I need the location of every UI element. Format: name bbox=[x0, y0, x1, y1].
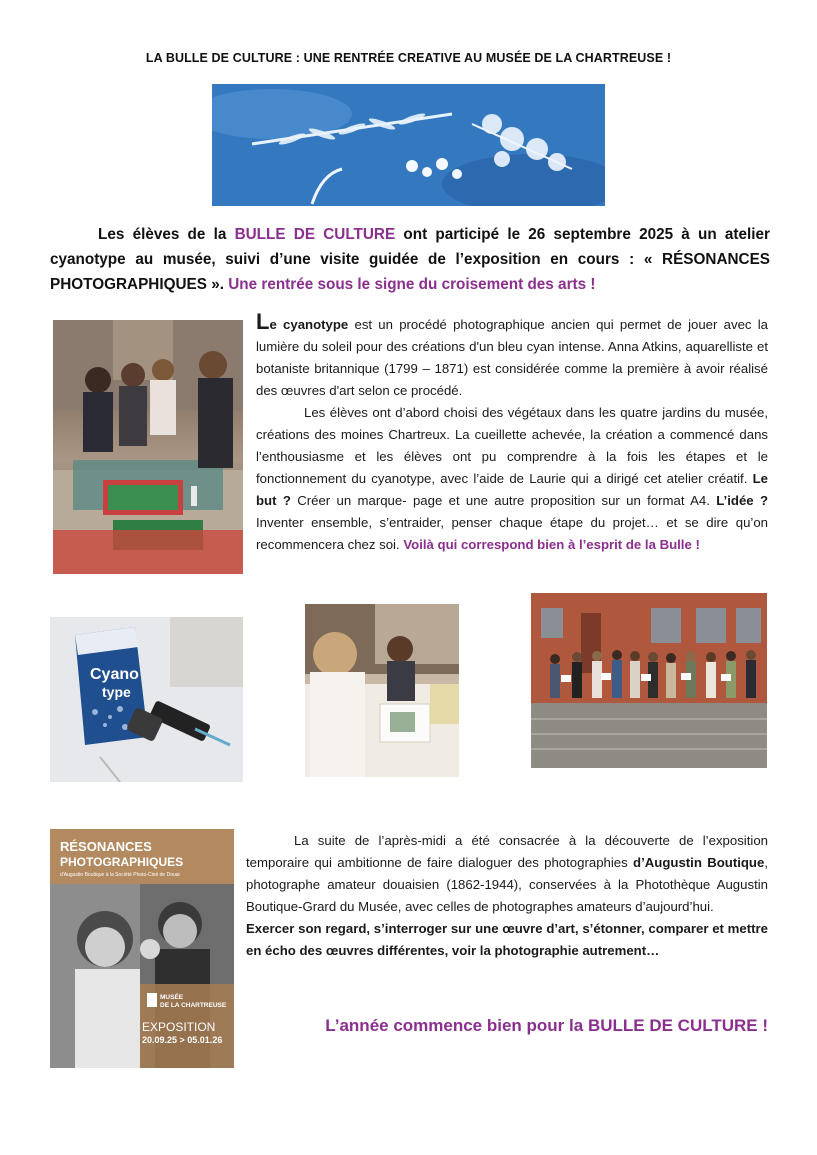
lidee-label: L’idée ? bbox=[716, 493, 768, 508]
cyanotype-kit-photo bbox=[50, 617, 243, 782]
workshop-description: Les élèves ont d’abord choisi des végétaux dans les quatre jardins du musée, créations des moines Chartreux. La cueillette achevée, la création a commencé dans l’enthousiasme et les élèves ont pu comprendre à la fois les étapes et le fonctionnement du cyanotype, avec l’aide de Laurie qui a dirigé cet atelier créatif. bbox=[256, 405, 768, 486]
exhibition-poster bbox=[50, 829, 234, 1068]
group-photo-courtyard bbox=[531, 593, 767, 768]
student-working-photo bbox=[305, 604, 459, 777]
cyanotype-banner-image bbox=[212, 84, 605, 206]
intro-text-1: Les élèves de la bbox=[98, 226, 235, 243]
poster-sub: d'Augustin Boutique à la Société Photo-Ciné de Douai bbox=[60, 872, 180, 878]
le-but-label: Le but ? bbox=[256, 471, 768, 508]
augustin-boutique-name: d’Augustin Boutique bbox=[633, 855, 765, 870]
intro-paragraph bbox=[50, 222, 770, 297]
exhibition-goals: Exercer son regard, s’interroger sur une œuvre d’art, s’étonner, comparer et mettre en écho des œuvres différentes, voir la photographie autrement… bbox=[246, 921, 768, 958]
kit-brand-1: Cyano bbox=[90, 666, 139, 683]
poster-line2: PHOTOGRAPHIQUES bbox=[60, 855, 184, 869]
drop-cap: L bbox=[256, 309, 270, 334]
page-title: LA BULLE DE CULTURE : UNE RENTRÉE CREATIVE AU MUSÉE DE LA CHARTREUSE ! bbox=[145, 51, 672, 65]
intro-bulle-highlight: BULLE DE CULTURE bbox=[234, 226, 396, 243]
exhibition-paragraph bbox=[246, 830, 768, 962]
kit-brand-2: type bbox=[102, 684, 131, 700]
cyanotype-definition: est un procédé photographique ancien qui permet de jouer avec la lumière du soleil pour des créations d'un bleu cyan intense. Anna Atkins, aquarelliste et botaniste britannique (1799 – 1871) est considérée comme la première à avoir réalisé des œuvres d'art selon ce procédé. bbox=[256, 317, 768, 398]
lidee-text: Inventer ensemble, s’entraider, penser chaque étape du projet… et se dire qu’on recommencera chez soi. bbox=[256, 515, 768, 552]
cyanotype-paragraph bbox=[256, 311, 768, 556]
intro-tagline: Une rentrée sous le signe du croisement des arts ! bbox=[228, 276, 596, 293]
poster-expo: EXPOSITION bbox=[142, 1020, 216, 1034]
cyanotype-term: e cyanotype bbox=[269, 317, 349, 332]
le-but-text: Créer un marque- page et une autre proposition sur un format A4. bbox=[290, 493, 717, 508]
closing-text: L’année commence bien pour la bbox=[325, 1016, 588, 1035]
closing-bulle: BULLE DE CULTURE ! bbox=[587, 1016, 768, 1035]
exhibition-text-2: , photographe amateur douaisien (1862-1944), conservées à la Photothèque Augustin Boutique-Grard du Musée, avec celles de photographes amateurs d’aujourd’hui. bbox=[246, 855, 768, 914]
poster-line1: RÉSONANCES bbox=[60, 839, 152, 854]
closing-line bbox=[246, 1016, 768, 1036]
intro-text-3: ont participé le 26 septembre 2025 à un atelier cyanotype au musée, suivi d’une visite guidée de l’exposition en cours : « RÉSONANCES PHOTOGRAPHIQUES ». bbox=[50, 226, 770, 293]
workshop-photo-students bbox=[53, 320, 243, 574]
poster-museum1: MUSÉE bbox=[160, 994, 184, 1001]
poster-museum2: DE LA CHARTREUSE bbox=[160, 1002, 227, 1009]
exhibition-text-1: La suite de l’après-midi a été consacrée à la découverte de l’exposition temporaire qui ambitionne de faire dialoguer des photographies bbox=[246, 833, 768, 870]
bulle-spirit-highlight: Voilà qui correspond bien à l’esprit de la Bulle ! bbox=[403, 537, 700, 552]
poster-dates: 20.09.25 > 05.01.26 bbox=[142, 1035, 223, 1045]
